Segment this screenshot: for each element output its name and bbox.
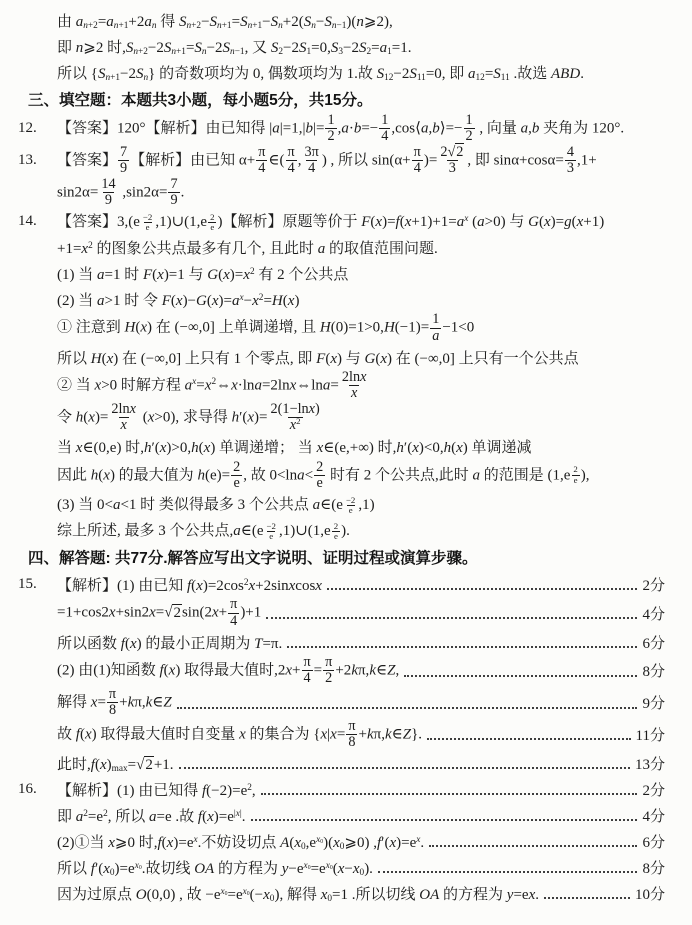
dot-leader [177,707,638,709]
document-line [0,491,665,517]
subscript: 0 [300,841,306,852]
document-line [0,402,665,434]
dot-leader [179,767,630,769]
fraction-denominator: e [145,222,150,233]
fraction-denominator: 4 [308,160,316,177]
subscript: 11 [500,72,510,83]
line-content: 三、填空题：本题共3小题，每小题5分，共15分。 [28,92,373,109]
score-label: 8分 [642,860,665,877]
fraction-denominator: 9 [104,191,113,208]
document-line [0,571,665,597]
line-content: 即 n⩾2 时$,S_{n+2}-2S_{n+1}=S_n-2S_{n-1}$, 又 $S_2-2S_1=0,S_3-2S_2=a_1=1$. [57,39,412,57]
line-content: ② 当 x>0 时解方程 $a^x=x^2\Leftrightarrow x\cdot\ln a=2\ln x\Leftrightarrow\ln a=$ $\frac{2\ln x}{x}$ [57,369,367,402]
math-fraction [228,597,239,629]
dot-leader [429,845,637,847]
superscript [264,520,279,542]
fraction-denominator: e [233,474,240,491]
fraction-denominator: 4 [287,160,295,177]
line-content: (1) 当 a=1 时 F(x)=1 与 $G(x)=x^2$ 有 2 个公共点 [57,266,349,283]
fraction-numerator: π [348,717,356,734]
document-line [0,517,665,543]
math-fraction [325,113,336,145]
subscript: 11 [416,72,426,83]
superscript [331,520,341,542]
superscript: x0 [325,860,333,871]
document-line [0,370,665,402]
fraction-denominator: e [269,531,274,542]
document-line [0,434,665,460]
document-line [0,113,665,145]
line-content: 综上所述, 最多 3 个公共点,a∈(e $^{\frac{-2}{e}}$ ,1)∪(1,e $^{\frac{2}{e}}$ ). [57,520,350,542]
superscript: 2 [88,240,93,251]
superscript: x [464,214,469,225]
subscript: n+1 [113,20,129,31]
line-content: 【解析】(1) 由已知 $f(x)=2\cos^2x+2sinxcosx$ [57,577,322,594]
subscript: 0 [109,867,115,878]
document-line [0,177,665,209]
superscript: x [239,292,244,303]
document-line [0,828,665,854]
dot-leader [261,793,638,795]
fraction-numerator: 2lnx [111,400,136,417]
fraction-numerator: 2√2 [440,143,464,160]
score-label: 11分 [635,727,665,744]
fraction-numerator: 2(1−lnx) [270,400,320,417]
fraction-numerator: 2 [316,458,324,475]
fraction-denominator: 8 [348,733,356,750]
fraction-denominator: x [120,417,127,434]
superscript: x [416,834,421,845]
score-label: 10分 [634,886,665,903]
math-fraction [141,213,154,233]
math-fraction [430,312,441,344]
line-content: 即 $a^2=e^2$, 所以 a=e .故 $f(x)=e^{|x|}$. [57,808,246,825]
superscript: 2 [247,782,252,793]
fraction-denominator: e [316,474,323,491]
line-content: 此时$,f(x)_{max}=√2+1$. [57,756,174,774]
document-line [0,59,665,85]
math-fraction [301,655,312,687]
question-number: 14. [18,212,37,229]
math-fraction [565,145,576,177]
fraction-numerator: 1 [327,112,335,128]
fraction-numerator: 1 [432,311,440,328]
math-fraction [571,465,579,485]
superscript: x0 [303,860,311,871]
superscript: 2 [83,808,88,819]
line-content: (2)①当 x⩾0 时$,f(x)=e^x$.不妨设切点 $A(x_0,e^{x_0})(x_0⩾0)$ $,f'(x)=e^x$. [57,834,425,852]
score-label: 9分 [642,696,665,713]
superscript: x0 [220,886,228,897]
document-line [0,854,665,880]
superscript [207,211,217,233]
superscript: 2 [103,808,108,819]
math-fraction [314,460,325,492]
dot-leader [427,738,630,740]
document-line [0,7,665,33]
score-label: 13分 [634,756,665,773]
subscript: n [311,20,316,31]
subscript: n [151,20,157,31]
subscript: n [201,46,207,57]
document-line [0,460,665,492]
dot-leader [327,588,638,590]
subscript: 1 [306,46,312,57]
subscript: n−1 [331,20,347,31]
fraction-numerator: 2 [333,520,339,531]
sqrt-expression: √2 [447,143,464,160]
fraction-denominator: 4 [413,160,421,177]
subscript: 0 [138,864,142,871]
superscript: 2 [296,416,301,427]
fraction-numerator: −2 [142,211,153,222]
line-content: $+1=x^2$ 的图象公共点最多有几个, 且此时 a 的取值范围问题. [57,240,438,257]
subscript: 0 [320,838,324,845]
subscript: n−1 [230,46,245,57]
score-label: 4分 [642,808,665,825]
fraction-numerator: 4 [566,143,574,160]
fraction-denominator: x [351,385,358,402]
subscript: n+1 [247,20,263,31]
dot-leader [404,675,637,677]
document-line [0,880,665,906]
math-fraction [340,370,369,402]
fraction-denominator: e [333,531,338,542]
fraction-denominator: 9 [170,191,178,208]
dot-leader [544,897,630,899]
fraction-numerator: 2lnx [341,369,367,385]
document-line [0,687,665,719]
superscript: |x| [233,808,242,819]
line-content: 故 f(x) 取得最大值时自变量 x 的集合为 {x|x= $\frac{\pi}{8}$ +kπ,k∈Z}. [57,717,423,750]
subscript: n+2 [83,20,98,31]
fraction-denominator: $x^2$ [289,416,301,434]
fraction-denominator: e [348,505,353,516]
line-content: 令 h(x)= $\frac{2\ln x}{x}$ (x>0), 求导得 h′(x)= $\frac{2(1-\ln x)}{x^2}$ [57,400,320,434]
sqrt-expression: √2 [164,604,181,621]
fraction-numerator: 2 [573,464,578,475]
fraction-numerator: −2 [345,494,356,505]
subscript: 3 [338,46,344,57]
score-label: 6分 [642,635,665,652]
line-content: ① 注意到 H(x) 在 (−∞,0] 上单调递增, 且 H(0)=1>0,H(−1)= $\frac{1}{a}$ −1<0 [57,311,475,344]
document-line [0,286,665,312]
document-line [0,802,665,828]
math-fraction [344,496,357,516]
dot-leader [266,617,637,619]
line-content: 【答案】 $\frac{7}{9}$ 【解析】由已知 α+ $\frac{\pi}{4}$ ∈( $\frac{\pi}{4}$ , $\frac{3\pi}{4}$ ) , 所以 sin(α+ $\frac{\pi}{4}$ )= $\frac{2√2}{3}$ , 即 sinα+cosα= $\frac{4}{3}$ ,1+ [57,143,597,177]
sqrt-radicand: 2 [456,143,464,160]
document-line [0,629,665,655]
fraction-denominator: 4 [303,670,311,687]
line-content: 【答案】120°【解析】由已知得 |a|=1,|b|= $\frac{1}{2}$ ,a·b=− $\frac{1}{4}$ ,cos⟨a,b⟩=− $\frac{1}{2}$ , 向量 a,b 夹角为 120°. [57,112,625,145]
line-content: 由 $a_{n+2}=a_{n+1}+2a_n$ 得 $S_{n+2}-S_{n+1}=S_{n+1}-S_n+2(S_n-S_{n-1})(n⩾2)$, [57,13,393,31]
subscript: 2 [278,46,284,57]
fraction-numerator: π [303,654,311,670]
fraction-numerator: 2 [210,211,215,222]
score-label: 8分 [642,664,665,681]
fraction-numerator: π [258,143,266,160]
superscript: 2 [243,577,249,588]
section-heading [0,85,665,113]
subscript: max [111,763,128,774]
line-content: 【答案】3,(e $^{\frac{-2}{e}}$ ,1)∪(1,e $^{\frac{2}{e}}$ )【解析】原题等价于 $F(x)=f(x+1)+1=a^x$ (a>0) 与 G(x)=g(x+1) [57,211,605,233]
subscript: 0 [339,841,345,852]
line-content: (2) 当 a>1 时 令 $F(x)-G(x)=a^x-x^2=H(x)$ [57,292,300,309]
line-content: 所以 H(x) 在 (−∞,0] 上只有 1 个零点, 即 F(x) 与 G(x) 在 (−∞,0] 上只有一个公共点 [57,350,579,367]
line-content: =1+cos2x+sin2x=√2sin(2x+ $\frac{\pi}{4}$ )+1 [57,596,262,629]
fraction-denominator: a [432,327,440,344]
subscript: 0 [359,867,365,878]
math-fraction [99,177,117,209]
superscript [570,464,580,485]
fraction-numerator: 2 [233,458,241,475]
line-content: 所以 $\{S_{n+1}-2S_n\}$ 的奇数项均为 0, 偶数项均为 1.故 $S_{12}-2S_{11}=0$, 即 $a_{12}=S_{11}$ .故选 ABD. [57,65,584,83]
line-content: 解得 x= $\frac{\pi}{8}$ +kπ,k∈Z [57,685,172,719]
document-line [0,33,665,59]
fraction-denominator: 3 [566,160,574,177]
line-content: (2) 由(1)知函数 f(x) 取得最大值时,2x+ $\frac{\pi}{4}$ = $\frac{\pi}{2}$ +2kπ,k∈Z, [57,654,400,687]
subscript: 12 [475,72,485,83]
subscript: n+1 [217,20,232,31]
document-line [0,234,665,260]
subscript: n [143,72,149,83]
document-line [0,260,665,286]
subscript: 2 [366,46,372,57]
fraction-numerator: π [325,654,333,670]
document-line [0,719,665,751]
subscript: n [278,20,283,31]
fraction-denominator: e [210,222,215,233]
fraction-numerator: π [230,596,238,613]
math-fraction [208,213,216,233]
fraction-numerator: π [287,143,295,160]
math-fraction [302,145,320,177]
fraction-numerator: π [108,685,117,702]
line-content: 因此 h(x) 的最大值为 h(e)= $\frac{2}{e}$ , 故 0<lna< $\frac{2}{e}$ 时有 2 个公共点,此时 a 的范围是 (1,e $^{\frac{2}{e}}$ ), [57,458,590,491]
document-line [0,776,665,802]
line-content: (3) 当 0<a<1 时 类似得最多 3 个公共点 a∈(e $^{\frac{-2}{e}}$ ,1) [57,494,375,516]
line-content: 所以函数 f(x) 的最小正周期为 T=π. [57,635,283,652]
superscript: 2 [258,292,264,303]
line-content: 当 x∈(0,e) 时,h′(x)>0,h(x) 单调递增； 当 x∈(e,+∞) 时,h′(x)<0,h(x) 单调递减 [57,440,532,456]
score-label: 2分 [642,782,665,799]
line-content: 所以 $f'(x_0)=e^{x_0}$.故切线 OA 的方程为 $y-e^{x_0}=e^{x_0}(x-x_0)$. [57,860,373,878]
fraction-denominator: e [573,474,578,485]
question-number: 15. [18,575,37,592]
section-heading [0,543,665,571]
question-number: 16. [18,780,37,797]
line-content: sin2α= $\frac{14}{9}$ ,sin2α= $\frac{7}{9}$ . [57,175,185,208]
sqrt-radicand: 2 [145,756,153,773]
superscript: x [193,834,198,845]
score-label: 6分 [642,834,665,851]
subscript: 0 [246,890,250,897]
fraction-numerator: 7 [170,175,178,192]
question-number: 13. [18,152,37,169]
superscript: 2 [249,266,255,277]
score-label: 4分 [642,606,665,623]
math-fraction [464,113,475,145]
score-label: 2分 [642,577,665,594]
subscript: 0 [329,864,333,871]
math-fraction [438,145,466,177]
document-line [0,597,665,629]
superscript [343,494,358,516]
math-fraction [231,460,242,492]
math-fraction [107,687,118,719]
dot-leader [251,819,638,821]
document-line [0,208,665,234]
subscript: 12 [384,72,394,83]
math-fraction [286,145,297,177]
fraction-numerator: 3π [304,143,319,160]
fraction-denominator: 2 [327,128,335,145]
answer-sheet [0,7,665,906]
document-line [0,655,665,687]
fraction-denominator: 3 [448,160,456,177]
sqrt-expression: √2 [136,756,153,773]
subscript: 0 [224,890,228,897]
math-fraction [256,145,267,177]
document-line [0,145,665,177]
math-fraction [168,177,179,209]
subscript: n+2 [186,20,202,31]
math-fraction [412,145,423,177]
fraction-numerator: 7 [120,143,128,160]
superscript: x [192,377,197,388]
fraction-numerator: −2 [266,520,276,531]
line-content: 【解析】(1) 由已知得 $f(-2)=e^2$, [57,782,256,799]
math-fraction [269,402,322,434]
dot-leader [378,871,638,873]
fraction-denominator: 4 [381,128,389,145]
math-fraction [118,145,129,177]
fraction-denominator: 2 [465,128,473,145]
math-fraction [265,522,278,542]
fraction-denominator: 8 [108,702,117,719]
superscript: x0 [242,886,250,897]
sqrt-radicand: 2 [173,604,181,621]
superscript: x0 [134,860,142,871]
fraction-denominator: 2 [325,670,333,687]
document-line [0,312,665,344]
subscript: 1 [387,46,392,57]
fraction-numerator: 1 [465,112,473,128]
superscript: x0 [316,834,324,845]
subscript: n+1 [105,72,121,83]
subscript: 0 [307,864,311,871]
document-line [0,344,665,370]
subscript: n+1 [171,46,186,57]
superscript [140,211,155,233]
math-fraction [109,402,138,434]
question-number: 12. [18,120,37,137]
fraction-numerator: 14 [101,175,116,192]
fraction-denominator: 4 [230,612,238,629]
document-line [0,750,665,776]
fraction-denominator: 9 [120,160,128,177]
subscript: 0 [269,893,275,904]
line-content: 因为过原点 O(0,0) , 故 $-e^{x_0}=e^{x_0}(-x_0)$, 解得 $x_0=1$ .所以切线 OA 的方程为 y=ex. [57,886,539,904]
math-fraction [323,655,334,687]
fraction-denominator: 4 [258,160,266,177]
line-content: 四、解答题: 共77分.解答应写出文字说明、证明过程或演算步骤。 [28,550,478,568]
math-fraction [332,522,340,542]
math-fraction [346,719,357,751]
fraction-numerator: 1 [381,112,389,128]
subscript: n+2 [133,46,148,57]
fraction-numerator: π [413,143,421,160]
superscript: 2 [211,377,217,388]
subscript: 0 [327,893,333,904]
math-fraction [379,113,390,145]
dot-leader [287,646,637,648]
